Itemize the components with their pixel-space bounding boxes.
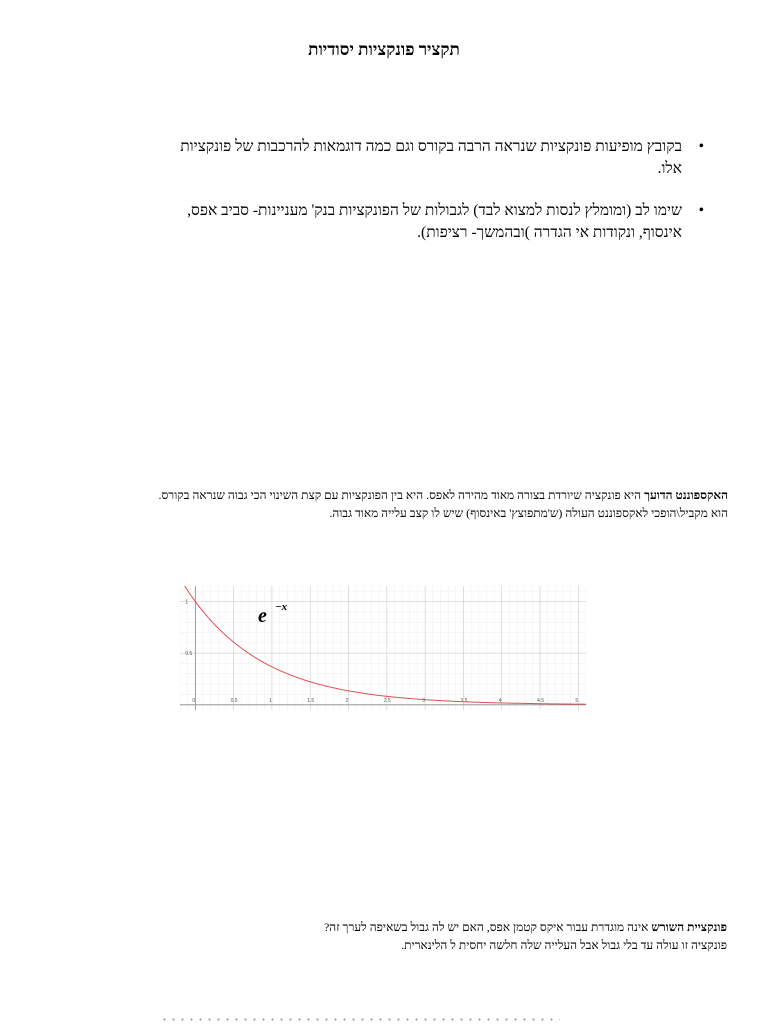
x-tick-label: 3.5 [460, 697, 468, 704]
x-tick-label: 1.5 [307, 697, 315, 704]
sqrt-line-1-text: אינה מוגדרת עבור איקס קטמן אפס, האם יש לה גבול בשאיפה לערך זה? [323, 920, 652, 934]
function-label-exp: −x [275, 601, 288, 613]
bottom-dotted-rule [160, 1018, 560, 1021]
exp-line-2: הוא מקביל\הופכי לאקספוננט העולה (ש'מתפוצץ' באינסוף) שיש לו קצב עלייה מאוד גבוה. [329, 506, 728, 520]
exp-section [80, 486, 728, 522]
exp-line-1-text: היא פונקציה שיורדת בצורה מאוד מהירה לאפס. היא בין הפונקציות עם קצת השינוי הכי גבוה שנראה בקורס. [158, 488, 645, 502]
bullet-item [170, 136, 710, 180]
x-tick-label: 2.5 [383, 697, 391, 704]
bullet-item [170, 200, 710, 244]
sqrt-heading: פונקציית השורש [651, 920, 727, 934]
bullet-text: שימו לב (ומומלץ לנסות למצוא לבד) לגבולות של הפונקציות בנק' מעניינות- סביב אפס, אינסוף, ונקודות אי הגדרה )ובהמשך- רציפות). [187, 202, 682, 241]
function-label-base: e [258, 605, 267, 627]
x-tick-label: 0.5 [230, 697, 238, 704]
page-title: תקציר פונקציות יסודיות [308, 40, 460, 59]
x-tick-label: 4.5 [537, 697, 544, 704]
bullet-dot: • [698, 138, 704, 155]
sqrt-line-2: פונקציה זו עולה עד בלי גבול אבל העלייה שלה חלשה יחסית ל הלינארית. [401, 938, 727, 952]
x-tick-label: 1 [268, 697, 272, 704]
x-tick-label: 3 [422, 697, 425, 704]
exp-chart [180, 586, 586, 710]
y-tick-label: 0.5 [185, 651, 193, 658]
exp-line-1 [80, 486, 728, 504]
y-tick-label: 1 [185, 599, 189, 606]
sqrt-line-1 [230, 918, 727, 936]
bullet-dot: • [698, 202, 704, 219]
sqrt-section [230, 918, 727, 954]
x-tick-label: 5 [575, 697, 579, 704]
bullet-text: בקובץ מופיעות פונקציות שנראה הרבה בקורס וגם כמה דוגמאות להרכבות של פונקציות אלו. [180, 138, 682, 177]
x-tick-label: 4 [498, 697, 502, 704]
x-tick-label: 2 [345, 697, 349, 704]
exp-heading: האקספוננט הדועך [644, 488, 728, 502]
bullet-list [170, 136, 710, 264]
x-tick-label: 0 [192, 697, 196, 704]
